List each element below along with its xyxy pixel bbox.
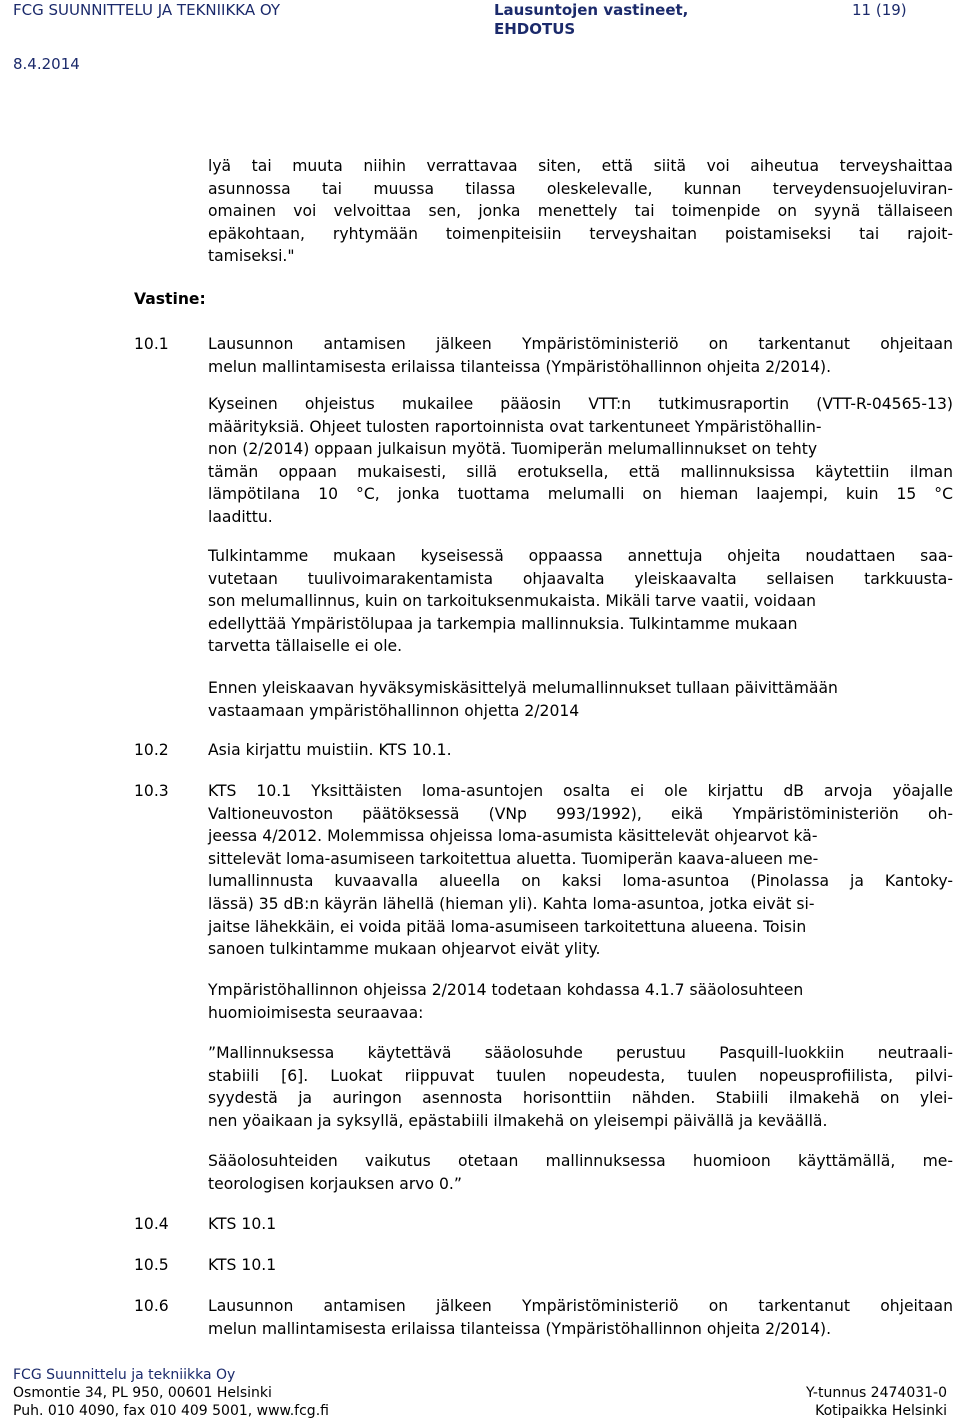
intro-line: epäkohtaan, ryhtymään toimenpiteisiin terveyshaitan poistamiseksi tai rajoit- xyxy=(208,224,953,243)
header-date: 8.4.2014 xyxy=(13,55,80,73)
text-span: Tulkintamme mukaan xyxy=(629,614,798,633)
text-line: stabiili [6]. Luokat riippuvat tuulen nopeudesta, tuulen nopeusprofiilista, pilvi- xyxy=(208,1066,953,1085)
footer-company: FCG Suunnittelu ja tekniikka Oy xyxy=(13,1367,236,1383)
item-number-10-2: 10.2 xyxy=(134,741,169,759)
text-span: son melumallinnus, kuin on tarkoituksenmukaista. xyxy=(208,592,601,611)
text-line: Ennen yleiskaavan hyväksymiskäsittelyä melumallinnukset tullaan päivittämään xyxy=(208,679,838,697)
paragraph-10-3a xyxy=(208,780,953,961)
text-span: Ohjeet tulosten raportoinnista ovat tarkentuneet Ympäristöhallin- xyxy=(309,417,822,436)
text-line: Kyseinen ohjeistus mukailee pääosin VTT:n tutkimusraportin (VTT-R-04565-13) xyxy=(208,395,953,413)
text-line xyxy=(208,416,953,439)
text-line: Tulkintamme mukaan kyseisessä oppaassa annettuja ohjeita noudattaen saa- xyxy=(208,547,953,565)
text-line xyxy=(208,438,953,461)
intro-paragraph xyxy=(208,155,953,268)
header-page-number: 11 (19) xyxy=(852,1,907,19)
paragraph-10-1a xyxy=(208,333,953,378)
text-line: tämän oppaan mukaisesti, sillä erotuksella, että mallinnuksissa käytettiin ilman xyxy=(208,462,953,481)
intro-line: lyä tai muuta niihin verrattavaa siten, että siitä voi aiheutua terveyshaittaa xyxy=(208,157,953,175)
paragraph-10-1b xyxy=(208,393,953,529)
text-span: jaitse lähekkäin, ei voida pitää loma-asumiseen tarkoitettuna alueena. xyxy=(208,917,759,936)
text-line: Lausunnon antamisen jälkeen Ympäristöministeriö on tarkentanut ohjeitaan xyxy=(208,335,953,353)
text-line: huomioimisesta seuraavaa: xyxy=(208,1003,424,1022)
text-line: lumallinnusta kuvaavalla alueella on kaksi loma-asuntoa (Pinolassa ja Kantoky- xyxy=(208,872,953,891)
paragraph-10-1d xyxy=(208,677,953,722)
text-line xyxy=(208,848,953,871)
text-line: ”Mallinnuksessa käytettävä sääolosuhde perustuu Pasquill-luokkiin neutraali- xyxy=(208,1044,953,1062)
text-line: teorologisen korjauksen arvo 0.” xyxy=(208,1174,462,1193)
text-line xyxy=(208,590,953,613)
item-number-10-4: 10.4 xyxy=(134,1215,169,1233)
header-company: FCG SUUNNITTELU JA TEKNIIKKA OY xyxy=(13,1,281,19)
text-line: lämpötilana 10 °C, jonka tuottama melumalli on hieman laajempi, kuin 15 °C xyxy=(208,485,953,504)
footer-phone: Puh. 010 4090, fax 010 409 5001, www.fcg.fi xyxy=(13,1403,329,1419)
paragraph-10-6 xyxy=(208,1295,953,1340)
text-line xyxy=(208,613,953,636)
paragraph-10-5 xyxy=(208,1254,953,1277)
text-span: Kahta loma-asuntoa, jotka eivät si- xyxy=(542,894,815,913)
paragraph-10-3d-quote xyxy=(208,1150,953,1195)
paragraph-10-2 xyxy=(208,739,953,762)
text-line: Valtioneuvoston päätöksessä (VNp 993/1992), eikä Ympäristöministeriön oh- xyxy=(208,804,953,823)
text-span: sittelevät loma-asumiseen tarkoitettua aluetta. xyxy=(208,849,577,868)
text-line: tarvetta tällaiselle ei ole. xyxy=(208,637,403,656)
text-span: lässä) 35 dB:n käyrän lähellä (hieman yli). xyxy=(208,894,538,913)
text-line: vutetaan tuulivoimarakentamista ohjaavalta yleiskaavalta sellaisen tarkkuusta- xyxy=(208,569,953,588)
text-line: KTS 10.1 xyxy=(208,1256,277,1274)
text-line: melun mallintamisesta erilaissa tilanteissa (Ympäristöhallinnon ohjeita 2/2014). xyxy=(208,1319,832,1338)
intro-line: asunnossa tai muussa tilassa oleskelevalle, kunnan terveydensuojeluviran- xyxy=(208,179,953,198)
text-line xyxy=(208,916,953,939)
text-span: Toisin xyxy=(763,917,807,936)
text-line: Lausunnon antamisen jälkeen Ympäristöministeriö on tarkentanut ohjeitaan xyxy=(208,1297,953,1315)
text-span: Molemmissa ohjeissa loma-asumista käsittelevät ohjearvot kä- xyxy=(327,827,818,846)
text-span: jeessa 4/2012. xyxy=(208,827,323,846)
text-span: edellyttää Ympäristölupaa ja tarkempia mallinnuksia. xyxy=(208,614,625,633)
text-line: Asia kirjattu muistiin. KTS 10.1. xyxy=(208,741,452,759)
footer-ytunnus: Y-tunnus 2474031-0 xyxy=(806,1385,947,1401)
header-doc-title-2: EHDOTUS xyxy=(494,20,576,38)
text-span: Tuomiperän kaava-alueen me- xyxy=(581,849,819,868)
paragraph-10-1c xyxy=(208,545,953,658)
footer-address: Osmontie 34, PL 950, 00601 Helsinki xyxy=(13,1385,272,1401)
footer-domicile: Kotipaikka Helsinki xyxy=(815,1403,947,1419)
intro-line: tamiseksi." xyxy=(208,247,295,266)
text-line: vastaamaan ympäristöhallinnon ohjetta 2/2014 xyxy=(208,701,580,720)
paragraph-10-3c-quote xyxy=(208,1042,953,1132)
item-number-10-3: 10.3 xyxy=(134,782,169,800)
text-span: määrityksiä. xyxy=(208,417,305,436)
text-line: nen yöaikaan ja syksyllä, epästabiili ilmakehä on yleisempi päivällä ja keväällä. xyxy=(208,1111,828,1130)
text-line: Sääolosuhteiden vaikutus otetaan mallinnuksessa huomioon käyttämällä, me- xyxy=(208,1152,953,1170)
item-number-10-5: 10.5 xyxy=(134,1256,169,1274)
paragraph-10-3b xyxy=(208,979,953,1024)
text-line: Ympäristöhallinnon ohjeissa 2/2014 todetaan kohdassa 4.1.7 sääolosuhteen xyxy=(208,981,804,999)
intro-line: omainen voi velvoittaa sen, jonka menettely tai toimenpide on syynä tällaiseen xyxy=(208,202,953,221)
text-line: syydestä ja auringon asennosta horisonttiin nähden. Stabiili ilmakehä on ylei- xyxy=(208,1089,953,1108)
text-line: KTS 10.1 xyxy=(208,1215,277,1233)
text-line: melun mallintamisesta erilaissa tilanteissa (Ympäristöhallinnon ohjeita 2/2014). xyxy=(208,357,832,376)
item-number-10-1: 10.1 xyxy=(134,335,169,353)
vastine-label: Vastine: xyxy=(134,290,206,308)
text-line: laadittu. xyxy=(208,507,273,526)
text-line xyxy=(208,893,953,916)
header-doc-title-1: Lausuntojen vastineet, xyxy=(494,1,689,19)
text-span: Mikäli tarve vaatii, voidaan xyxy=(605,592,817,611)
text-line xyxy=(208,825,953,848)
text-span: Tuomiperän melumallinnukset on tehty xyxy=(511,440,818,459)
item-number-10-6: 10.6 xyxy=(134,1297,169,1315)
text-line: sanoen tulkintamme mukaan ohjearvot eivät ylity. xyxy=(208,940,601,959)
text-line: KTS 10.1 Yksittäisten loma-asuntojen osalta ei ole kirjattu dB arvoja yöajalle xyxy=(208,782,953,800)
paragraph-10-4 xyxy=(208,1213,953,1236)
text-span: non (2/2014) oppaan julkaisun myötä. xyxy=(208,440,507,459)
